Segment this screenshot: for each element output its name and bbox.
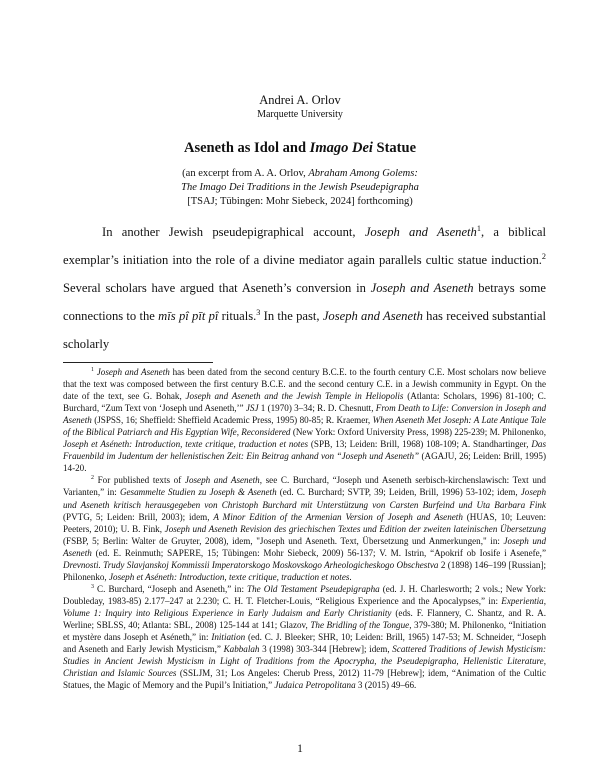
author-block bbox=[0, 93, 600, 121]
footnote-separator bbox=[63, 362, 213, 363]
footnote-ref-1: 1 bbox=[476, 223, 481, 233]
title-text-end: Statue bbox=[372, 140, 417, 156]
footnote-1: $^1$ Joseph and Aseneth has been dated from the second century B.C.E. to the fourth century C.E. Most scholars now believe that the text was composed between the first century B.C.E. and the second century C.E. in a Jewish community in Egypt. On the date of the text, see G. Bohak, Joseph and Aseneth and the Jewish Temple in Heliopolis (Atlanta: Scholars, 1996) 81-100; C. Burchard, “Zum Text von ‘Joseph und Aseneth,’” JSJ 1 (1970) 3–34; R. D. Chesnutt, From Death to Life: Conversion in Joseph and Aseneth (JSPSS, 16; Sheffield: Sheffield Academic Press, 1995) 80-85; R. Kraemer, When Aseneth Met Joseph: A Late Antique Tale of the Biblical Patriarch and His Egyptian Wife, Reconsidered (New York: Oxford University Press, 1998) 225-239; M. Philonenko, Joseph et Aséneth: Introduction, texte critique, traduction et notes (SPB, 13; Leiden: Brill, 1968) 108-109; A. Standhartinger, Das Frauenbild im Judentum der hellenistischen Zeit: Ein Beitrag anhand von “Joseph und Aseneth” (AGAJU, 26; Leiden: Brill, 1995) 14-20. bbox=[63, 366, 547, 474]
footnotes bbox=[63, 366, 546, 691]
author-name: Andrei A. Orlov bbox=[259, 93, 341, 107]
body-text bbox=[63, 218, 546, 358]
footnote-ref-2: 2 bbox=[541, 251, 546, 261]
footnote-2: $^2$ For published texts of Joseph and Aseneth, see C. Burchard, “Joseph und Aseneth serbisch-kirchenslawisch: Text und Varianten,” in: Gesammelte Studien zu Joseph & Aseneth (ed. C. Burchard; SVTP, 39; Leiden, Brill, 1996) 53-102; idem, Joseph und Aseneth kritisch herausgegeben von Christoph Burchard mit Unterstützung von Carsten Burfeind und Uta Barbara Fink (PVTG, 5; Leiden: Brill, 2003); idem, A Minor Edition of the Armenian Version of Joseph and Aseneth (HUAS, 10; Leuven: Peeters, 2010); U. B. Fink, Joseph und Aseneth Revision des griechischen Textes und Edition der zweiten lateinischen Übersetzung (FSBP, 5; Berlin: Walter de Gruyter, 2008), idem, "Joseph und Aseneth. Text, Übersetzung und Anmerkungen," in: Joseph und Aseneth (ed. E. Reinmuth; SAPERE, 15; Tübingen: Mohr Siebeck, 2009) 56-137; V. M. Istrin, “Apokrif ob Iosife i Asenefe,” Drevnosti. Trudy Slavjanskoj Kommissii Imperatorskogo Moskovskogo Arheologicheskogo Obschestva 2 (1898) 146–199 [Russian]; Philonenko, Joseph et Aséneth: Introduction, texte critique, traduction et notes. bbox=[63, 475, 547, 582]
title-text: Aseneth as Idol and bbox=[183, 140, 310, 156]
subtitle-line-1: (an excerpt from A. A. Orlov, Abraham Among Golems: bbox=[182, 168, 418, 179]
title-italic: Imago Dei bbox=[309, 140, 373, 156]
body-paragraph: In another Jewish pseudepigraphical account, Joseph and Aseneth$^1$, a biblical exemplar’s initiation into the role of a divine mediator again parallels cultic statue induction.$^2$ Several scholars have argued that Aseneth’s conversion in Joseph and Aseneth betrays some connections to the mīs pî pīt pî rituals.$^3$ In the past, Joseph and Aseneth has received substantial scholarly bbox=[63, 223, 547, 351]
footnote-3: $^3$ C. Burchard, “Joseph and Aseneth,” in: The Old Testament Pseudepigrapha (ed. J. H. Charlesworth; 2 vols.; New York: Doubleday, 1983-85) 2.177–247 at 2.230; C. H. T. Fletcher-Louis, “Religious Experience and the Apocalypses,” in: Experientia, Volume 1: Inquiry into Religious Experience in Early Judaism and Early Christianity (eds. F. Flannery, C. Shantz, and R. A. Werline; SBLSS, 40; Atlanta: SBL, 2008) 125-144 at 141; Glazov, The Bridling of the Tongue, 379-380; M. Philonenko, “Initiation et mystère dans Joseph et Aséneth,” in: Initiation (ed. C. J. Bleeker; SHR, 10; Leiden: Brill, 1965) 147-53; M. Schneider, “Joseph and Aseneth and Early Jewish Mysticism,” Kabbalah 3 (1998) 303-344 [Hebrew]; idem, Scattered Traditions of Jewish Mysticism: Studies in Ancient Jewish Mysticism in Light of Traditions from the Apocrypha, the Pseudepigrapha, Hellenistic Literature, Christian and Islamic Sources (SSLJM, 31; Los Angeles: Cherub Press, 2012) 11-79 [Hebrew]; idem, “Animation of the Cultic Statues, the Magic of Memory and the Pupil’s Initiation,” Judaica Petropolitana 3 (2015) 49–66. bbox=[63, 583, 546, 691]
footnote-ref-3: 3 bbox=[256, 307, 261, 317]
paper-title bbox=[0, 140, 600, 157]
page-number: 1 bbox=[297, 743, 303, 755]
subtitle-line-3: [TSAJ; Tübingen: Mohr Siebeck, 2024] forthcoming) bbox=[187, 196, 413, 207]
subtitle-note bbox=[0, 167, 600, 209]
author-affiliation: Marquette University bbox=[257, 109, 343, 120]
subtitle-line-2: The Imago Dei Traditions in the Jewish Pseudepigrapha bbox=[181, 182, 419, 193]
